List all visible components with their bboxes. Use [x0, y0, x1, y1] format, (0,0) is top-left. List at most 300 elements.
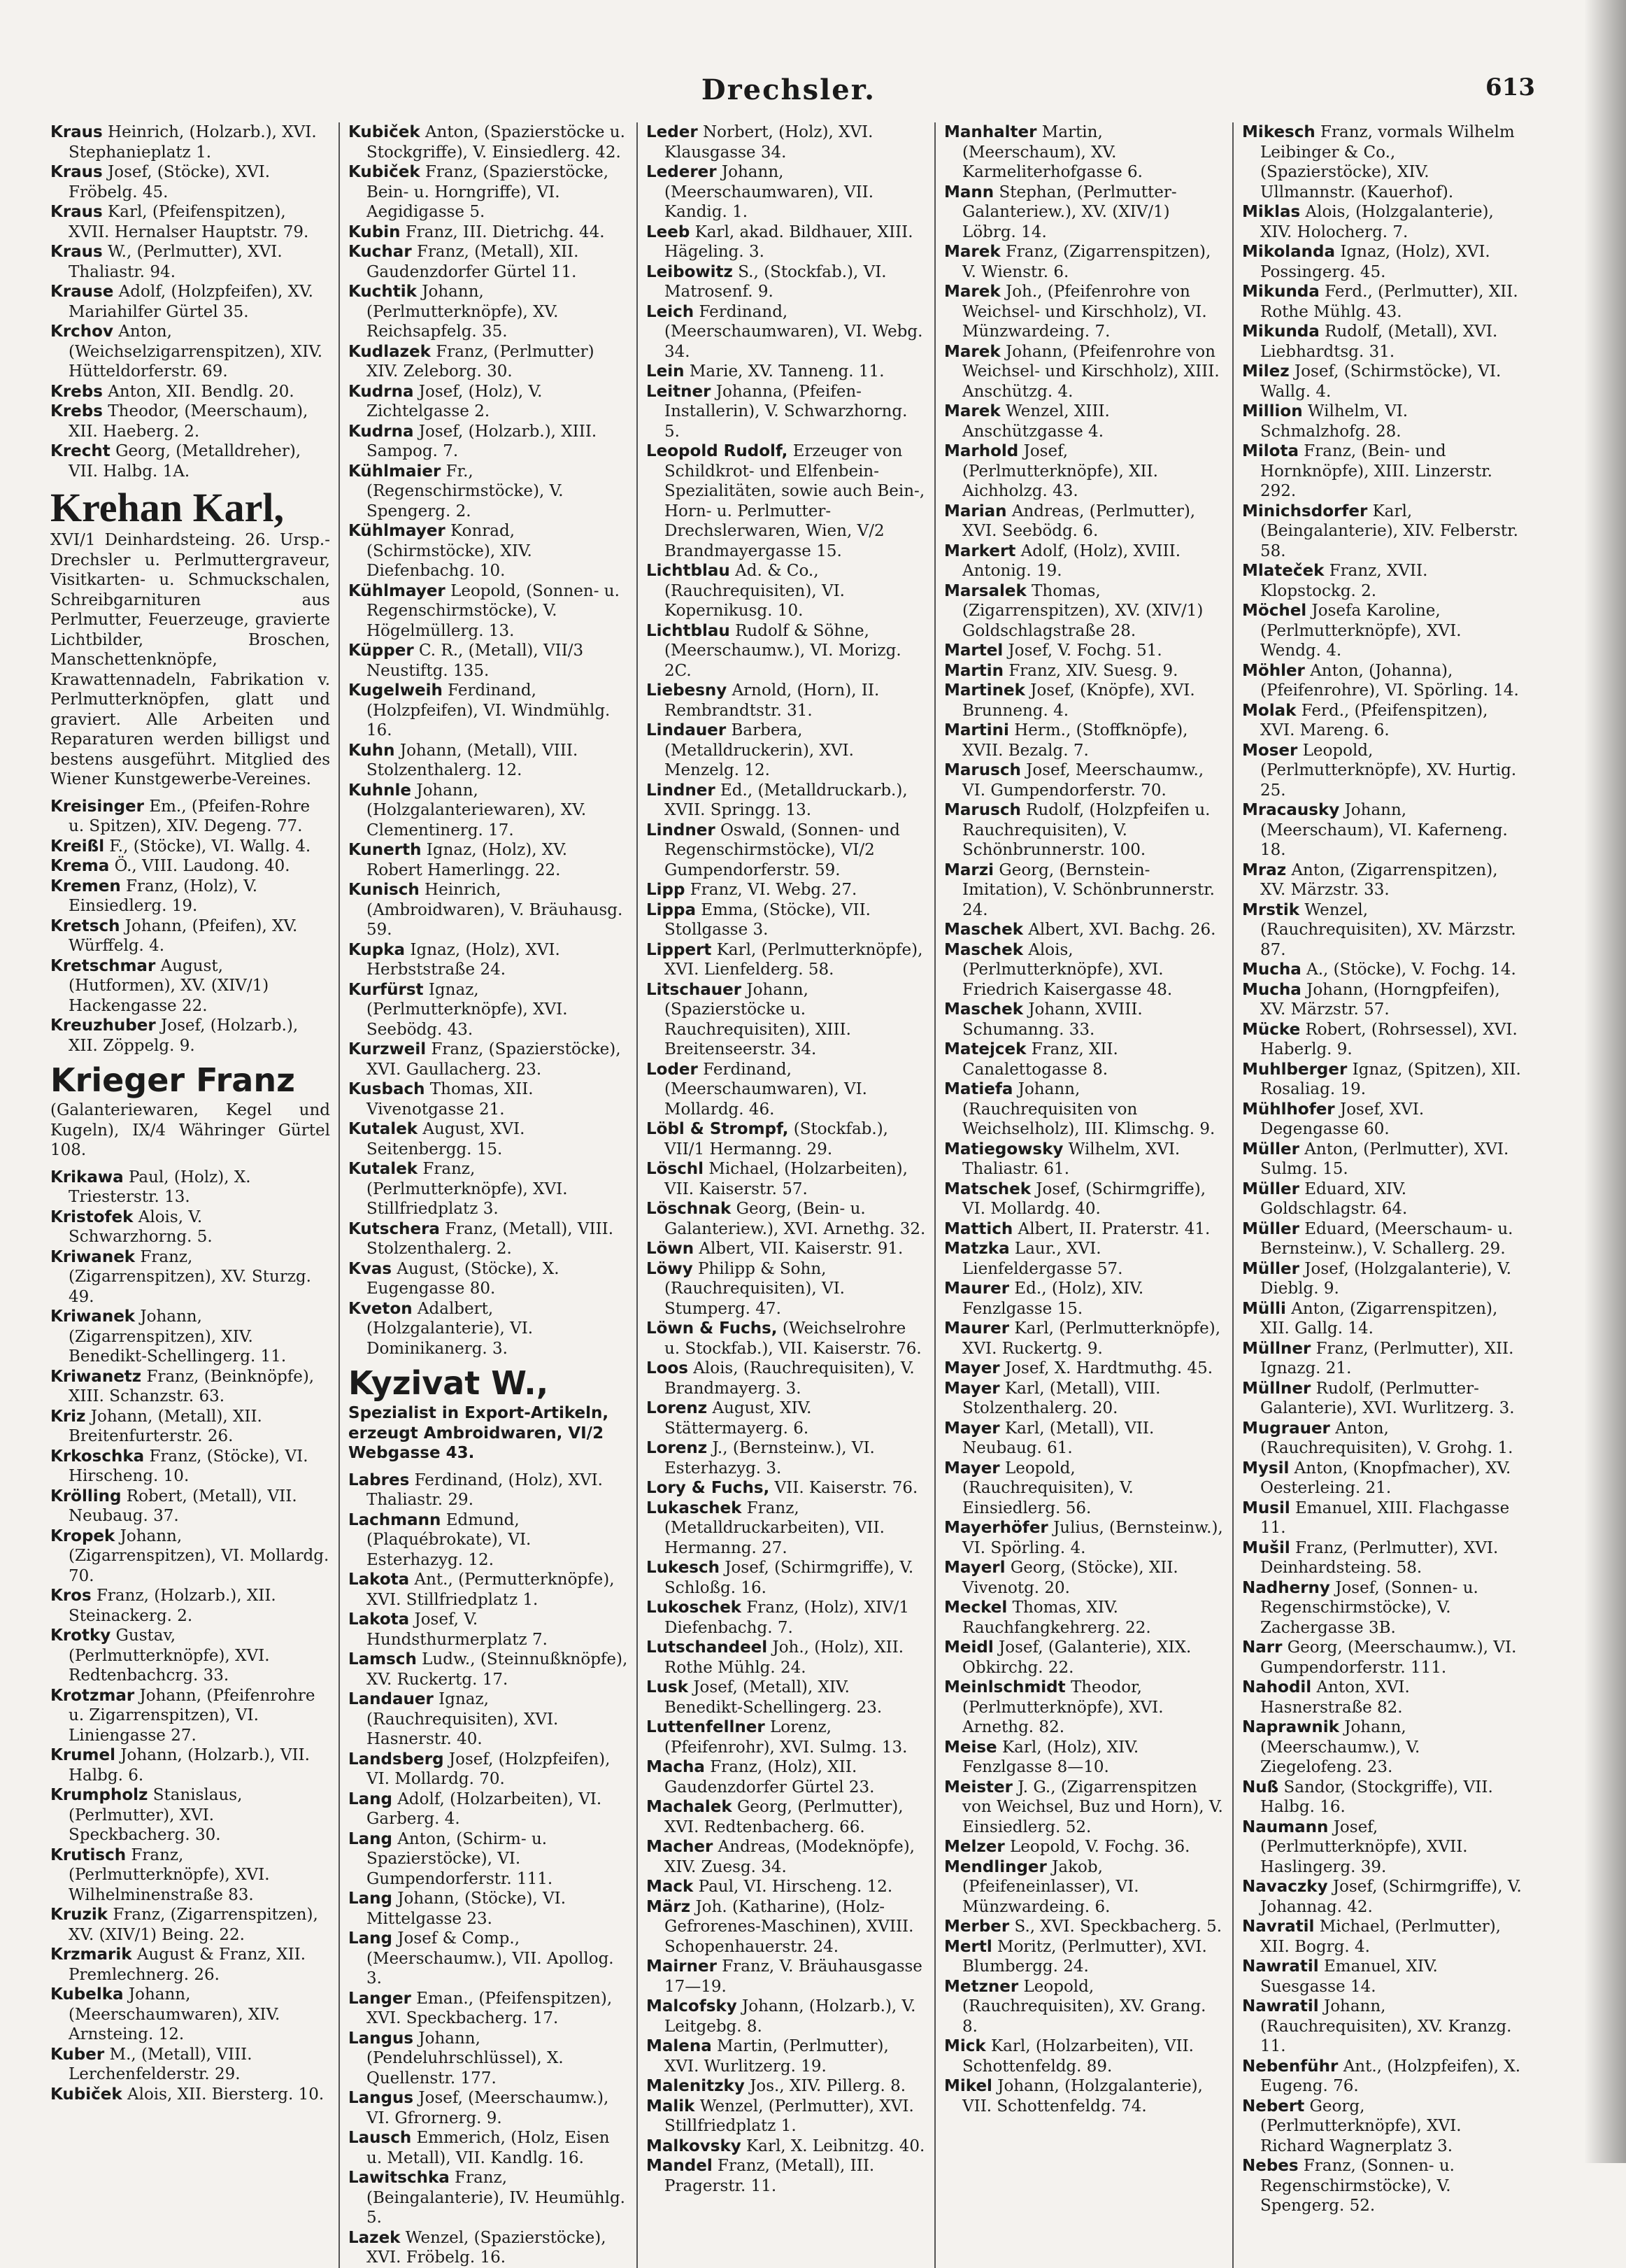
- entry-surname: Krchov: [50, 323, 113, 341]
- entry-surname: Kristofek: [50, 1207, 134, 1226]
- directory-entry: [348, 1119, 628, 1159]
- entry-surname: Kriz: [50, 1407, 86, 1426]
- entry-surname: Kriwanetz: [50, 1367, 142, 1386]
- entry-details: (Weichselrohre u. Stockfab.), VII. Kaiserstr. 76.: [664, 1319, 922, 1358]
- entry-surname: Melzer: [944, 1838, 1005, 1856]
- entry-surname: Kriwanek: [50, 1307, 136, 1326]
- directory-entry: [646, 1119, 926, 1159]
- directory-entry: [1242, 1259, 1523, 1299]
- entry-surname: Lichtblau: [646, 562, 730, 580]
- directory-entry: [1242, 860, 1523, 900]
- entry-surname: Kraus: [50, 243, 103, 261]
- entry-surname: Litschauer: [646, 980, 742, 999]
- entry-details: Barbera, (Metalldruckerin), XVI. Menzelg. 12.: [664, 721, 854, 779]
- entry-details: Heinrich, (Ambroidwaren), V. Bräuhausg. 59.: [366, 881, 623, 939]
- directory-entry: [944, 1419, 1224, 1459]
- entry-surname: Müller: [1242, 1259, 1299, 1278]
- entry-details: F., (Stöcke), VI. Wallg. 4.: [104, 837, 311, 856]
- directory-entry: [1242, 1020, 1523, 1060]
- entry-surname: Maschek: [944, 940, 1024, 959]
- directory-entry: [1242, 661, 1523, 701]
- directory-entry: [944, 402, 1224, 441]
- entry-surname: Müllner: [1242, 1379, 1311, 1398]
- entry-details: Franz, (Zigarrenspitzen), XV. (XIV/1) Being. 22.: [69, 1906, 318, 1944]
- entry-surname: Milez: [1242, 362, 1290, 381]
- directory-entry: [646, 1717, 926, 1757]
- entry-surname: Krecht: [50, 442, 110, 460]
- directory-entry: [646, 2156, 926, 2196]
- entry-surname: Kutschera: [348, 1219, 440, 1238]
- entry-details: Anton, (Schirm- u. Spazierstöcke), VI. Gumpendorferstr. 111.: [366, 1829, 553, 1888]
- entry-details: Paul, (Holz), X. Triesterstr. 13.: [69, 1168, 251, 1206]
- column-2: [340, 122, 638, 2268]
- directory-entry: [646, 222, 926, 262]
- entry-details: Franz, (Perlmutterknöpfe), XVI. Stillfriedplatz 3.: [366, 1160, 568, 1218]
- directory-entry: [348, 222, 628, 243]
- entry-details: Franz, (Holzarb.), XII. Steinackerg. 2.: [69, 1587, 276, 1625]
- directory-entry: [348, 1689, 628, 1750]
- directory-entry: [1242, 1717, 1523, 1778]
- entry-details: Franz, (Holz), XII. Gaudenzdorfer Gürtel 23.: [664, 1758, 875, 1796]
- entry-surname: Mušil: [1242, 1538, 1290, 1557]
- entry-details: Albert, II. Praterstr. 41.: [1013, 1219, 1211, 1238]
- entry-surname: Löwy: [646, 1259, 693, 1278]
- directory-entry: [1242, 441, 1523, 502]
- entry-surname: Lichtblau: [646, 621, 730, 640]
- entry-surname: Lamsch: [348, 1650, 417, 1668]
- entry-details: Wenzel, XIII. Anschützgasse 4.: [962, 402, 1110, 441]
- entry-surname: Kudrna: [348, 382, 414, 401]
- entry-surname: Möchel: [1242, 602, 1307, 620]
- entry-details: Franz, (Holz), V. Einsiedlerg. 19.: [69, 877, 258, 915]
- entry-details: Franz, XIV. Suesg. 9.: [1004, 661, 1178, 680]
- entry-details: Johann, (Pfeifenrohre u. Zigarrenspitzen), VI. Liniengasse 27.: [69, 1686, 315, 1745]
- directory-entry: [348, 741, 628, 781]
- directory-entry: [50, 797, 330, 837]
- entry-details: Johanna, (Pfeifen-Installerin), V. Schwarzhorng. 5.: [664, 382, 908, 441]
- entry-details: Emma, (Stöcke), VII. Stollgasse 3.: [664, 900, 871, 939]
- entry-details: Karl, (Beingalanterie), XIV. Felberstr. 58.: [1260, 502, 1518, 560]
- entry-surname: Lindner: [646, 781, 715, 800]
- entry-details: Franz, V. Bräuhausgasse 17—19.: [664, 1957, 922, 1996]
- entry-surname: Landauer: [348, 1690, 434, 1708]
- entry-surname: Lorenz: [646, 1399, 708, 1417]
- directory-entry: [1242, 202, 1523, 242]
- directory-entry: [1242, 242, 1523, 282]
- entry-surname: Mücke: [1242, 1020, 1301, 1039]
- entry-details: Georg, (Meerschaumw.), VI. Gumpendorferstr. 111.: [1260, 1638, 1517, 1677]
- entry-details: Franz, XVII. Klopstockg. 2.: [1260, 562, 1428, 600]
- entry-surname: Kremen: [50, 877, 121, 895]
- directory-entry: [646, 2136, 926, 2157]
- entry-details: Johann, (Pfeifen), XV. Würffelg. 4.: [69, 916, 298, 955]
- entry-details: Johann, (Zigarrenspitzen), VI. Mollardg. 70.: [69, 1526, 329, 1585]
- directory-entry: [1242, 1678, 1523, 1717]
- directory-entry: [50, 2045, 330, 2085]
- directory-entry: [944, 1079, 1224, 1140]
- entry-details: Herm., (Stoffknöpfe), XVII. Bezalg. 7.: [962, 721, 1188, 760]
- entry-surname: Küpper: [348, 642, 414, 660]
- directory-entry: [646, 122, 926, 162]
- entry-surname: Löwn & Fuchs,: [646, 1319, 778, 1338]
- advertisement-name: Kyzivat W.,: [348, 1364, 549, 1402]
- directory-entry: [348, 1219, 628, 1259]
- entry-details: Georg, (Perlmutterknöpfe), XVI. Richard Wagnerplatz 3.: [1260, 2097, 1462, 2155]
- directory-entry: [944, 1937, 1224, 1977]
- directory-entry: [646, 1239, 926, 1259]
- directory-entry: [50, 122, 330, 162]
- advertisement-text: (Galanteriewaren, Kegel und Kugeln), IX/4 Währinger Gürtel 108.: [50, 1101, 330, 1159]
- directory-entry: [944, 920, 1224, 940]
- entry-surname: Kraus: [50, 123, 103, 141]
- entry-surname: Naprawnik: [1242, 1718, 1339, 1736]
- entry-details: Albert, VII. Kaiserstr. 91.: [694, 1240, 904, 1258]
- directory-entry: [944, 800, 1224, 860]
- entry-details: Alois, XII. Biersterg. 10.: [122, 2085, 325, 2104]
- directory-entry: [944, 541, 1224, 581]
- entry-surname: Krumpholz: [50, 1786, 148, 1804]
- entry-surname: März: [646, 1897, 691, 1916]
- directory-entry: [944, 641, 1224, 661]
- directory-entry: [348, 2128, 628, 2168]
- entry-surname: Kuchtik: [348, 283, 417, 301]
- entry-details: Johann, (Meerschaumw.), V. Ziegelofeng. 23.: [1260, 1718, 1420, 1776]
- directory-entry: [944, 1678, 1224, 1738]
- entry-details: Ant., (Permutterknöpfe), XVI. Stillfriedplatz 1.: [366, 1571, 615, 1609]
- entry-surname: Nahodil: [1242, 1678, 1312, 1696]
- entry-surname: Lazek: [348, 2228, 401, 2247]
- entry-details: Heinrich, (Holzarb.), XVI. Stephanieplatz 1.: [69, 123, 317, 162]
- directory-entry: [646, 821, 926, 881]
- entry-surname: Mandel: [646, 2157, 713, 2175]
- directory-entry: [944, 1837, 1224, 1857]
- entry-details: Thomas, (Zigarrenspitzen), XV. (XIV/1) Goldschlagstraße 28.: [962, 581, 1204, 640]
- entry-surname: Krebs: [50, 382, 103, 401]
- entry-surname: Kubelka: [50, 1985, 124, 2004]
- entry-surname: Muhlberger: [1242, 1060, 1348, 1079]
- directory-entry: [646, 1558, 926, 1598]
- entry-details: Karl, (Holzarbeiten), VII. Schottenfeldg. 89.: [962, 2037, 1194, 2076]
- entry-details: Alois, (Perlmutterknöpfe), XVI. Friedrich Kaisergasse 48.: [962, 940, 1173, 999]
- entry-details: Johann, (Meerschaumwaren), VII. Kandig. 1.: [664, 163, 874, 221]
- directory-entry: [646, 441, 926, 561]
- directory-entry: [50, 1247, 330, 1307]
- directory-entry: [50, 382, 330, 402]
- entry-surname: Landsberg: [348, 1750, 444, 1769]
- entry-details: Franz, XII. Canalettogasse 8.: [962, 1040, 1118, 1079]
- directory-entry: [646, 1837, 926, 1877]
- column-1: [42, 122, 340, 2268]
- entry-surname: Liebesny: [646, 681, 727, 700]
- directory-entry: [944, 1179, 1224, 1219]
- directory-entry: [646, 1638, 926, 1678]
- entry-surname: Lippa: [646, 900, 696, 919]
- entry-details: Josef & Comp., (Meerschaumw.), VII. Apollog. 3.: [366, 1929, 614, 1987]
- entry-surname: Miklas: [1242, 203, 1301, 221]
- entry-details: Anton, (Perlmutter), XVI. Sulmg. 15.: [1260, 1140, 1509, 1178]
- directory-entry: [646, 2036, 926, 2076]
- directory-entry: [944, 1857, 1224, 1918]
- directory-entry: [944, 940, 1224, 1000]
- entry-surname: Kunisch: [348, 881, 420, 899]
- directory-entry: [1242, 122, 1523, 202]
- entry-details: Karl, (Holz), XIV. Fenzlgasse 8—10.: [962, 1738, 1139, 1776]
- entry-details: Ferdinand, (Meerschaumwaren), VI. Webg. 34.: [664, 302, 923, 361]
- entry-details: Georg, (Bein- u. Galanteriew.), XVI. Arnethg. 32.: [664, 1200, 926, 1238]
- entry-surname: Lukaschek: [646, 1498, 742, 1517]
- entry-surname: Krutisch: [50, 1845, 127, 1864]
- entry-details: Josef, (Holzgalanterie), V. Dieblg. 9.: [1260, 1259, 1512, 1298]
- entry-details: Franz, (Beingalanterie), IV. Heumühlg. 5.: [366, 2169, 625, 2227]
- directory-entry: [646, 1498, 926, 1559]
- directory-entry: [348, 162, 628, 222]
- directory-entry: [646, 1060, 926, 1120]
- entry-surname: Lein: [646, 362, 685, 381]
- entry-details: Johann, (Pfeifenrohre von Weichsel- und Kirschholz), XIII. Anschützg. 4.: [962, 342, 1220, 401]
- entry-surname: Mikunda: [1242, 323, 1320, 341]
- entry-details: Josef, (Holz), V. Zichtelgasse 2.: [366, 382, 543, 420]
- directory-entry: [1242, 282, 1523, 322]
- entry-surname: Löbl & Strompf,: [646, 1120, 789, 1138]
- entry-surname: Nawratil: [1242, 1957, 1319, 1976]
- entry-details: Alois, V. Schwarzhorng. 5.: [69, 1207, 213, 1246]
- directory-entry: [50, 1905, 330, 1945]
- directory-entry: [646, 721, 926, 781]
- entry-surname: Marek: [944, 283, 1001, 301]
- entry-details: Ludw., (Steinnußknöpfe), XV. Ruckertg. 17.: [366, 1650, 628, 1689]
- directory-entry: [646, 1359, 926, 1398]
- directory-entry: [348, 2029, 628, 2089]
- entry-surname: Kühlmaier: [348, 462, 441, 481]
- entry-details: Alois, (Holzgalanterie), XIV. Holocherg. 7.: [1260, 203, 1494, 241]
- directory-entry: [944, 1977, 1224, 2037]
- entry-details: Fr., (Regenschirmstöcke), V. Spengerg. 2.: [366, 462, 564, 520]
- entry-details: Josef, (Metall), XIV. Benedikt-Schellingerg. 23.: [664, 1678, 883, 1717]
- entry-surname: Krölling: [50, 1487, 122, 1505]
- entry-details: Josef, (Meerschaumw.), VI. Gfrornerg. 9.: [366, 2089, 609, 2127]
- advertisement-text: Spezialist in Export-Artikeln, erzeugt Ambroidwaren, VI/2 Webgasse 43.: [348, 1404, 609, 1462]
- entry-surname: Lederer: [646, 163, 717, 181]
- entry-surname: Matejcek: [944, 1040, 1027, 1058]
- entry-details: Johann, (Meerschaum), VI. Kaferneng. 18.: [1260, 801, 1508, 859]
- directory-entry: [1242, 1060, 1523, 1100]
- entry-surname: Löwn: [646, 1240, 694, 1258]
- directory-entry: [944, 502, 1224, 541]
- entry-details: Josef, (Schirmgriffe), V. Schloßg. 16.: [664, 1559, 914, 1597]
- entry-details: Franz, (Stöcke), VI. Hirscheng. 10.: [69, 1447, 308, 1485]
- entry-surname: Martin: [944, 661, 1004, 680]
- directory-entry: [1242, 1638, 1523, 1678]
- entry-surname: Markert: [944, 541, 1016, 560]
- entry-details: Alois, (Rauchrequisiten), V. Brandmayerg. 3.: [664, 1359, 915, 1398]
- entry-details: August & Franz, XII. Premlechnerg. 26.: [69, 1945, 306, 1984]
- entry-details: Ferdinand, (Meerschaumwaren), VI. Mollardg. 46.: [664, 1060, 867, 1119]
- entry-details: Lorenz, (Pfeifenrohr), XVI. Sulmg. 13.: [664, 1718, 908, 1757]
- directory-entry: [1242, 1498, 1523, 1538]
- entry-surname: Luttenfellner: [646, 1718, 765, 1736]
- entry-details: Johann, (Holzarb.), V. Leitgebg. 8.: [664, 1997, 916, 2036]
- entry-surname: Mucha: [1242, 980, 1301, 999]
- directory-entry: [646, 621, 926, 681]
- entry-details: Michael, (Holzarbeiten), VII. Kaiserstr. 57.: [664, 1160, 908, 1198]
- entry-details: Sandor, (Stockgriffe), VII. Halbg. 16.: [1260, 1778, 1493, 1816]
- entry-details: Philipp & Sohn, (Rauchrequisiten), VI. Stumperg. 47.: [664, 1259, 845, 1318]
- entry-surname: Malcofsky: [646, 1997, 737, 2015]
- entry-surname: Kuhnle: [348, 781, 412, 800]
- entry-surname: Lipp: [646, 881, 685, 899]
- entry-surname: Marusch: [944, 801, 1021, 819]
- entry-details: Josef, X. Hardtmuthg. 45.: [999, 1359, 1213, 1377]
- directory-entry: [50, 1207, 330, 1247]
- entry-details: Johann, (Meerschaumwaren), XIV. Arnsteing. 12.: [69, 1985, 280, 2043]
- entry-surname: Löschl: [646, 1160, 704, 1178]
- entry-surname: Marek: [944, 243, 1001, 261]
- directory-entry: [348, 940, 628, 980]
- entry-details: Johann, (Metall), XII. Breitenfurterstr. 26.: [69, 1407, 262, 1445]
- directory-entry: [1242, 561, 1523, 601]
- advertisement-name: Krieger Franz: [50, 1061, 295, 1099]
- entry-details: Gustav, (Perlmutterknöpfe), XVI. Redtenbachcrg. 33.: [69, 1626, 270, 1685]
- entry-surname: Malik: [646, 2097, 695, 2115]
- entry-surname: Malkovsky: [646, 2136, 741, 2155]
- entry-details: Josef, (Perlmutterknöpfe), XVII. Haslingerg. 39.: [1260, 1817, 1468, 1876]
- entry-details: Johann, (Holzgalanteriewaren), XV. Clementinerg. 17.: [366, 781, 587, 839]
- entry-surname: Lusk: [646, 1678, 689, 1696]
- entry-surname: Machalek: [646, 1798, 732, 1816]
- entry-surname: Meidl: [944, 1638, 994, 1657]
- directory-entry: [944, 1219, 1224, 1240]
- entry-surname: Kuhn: [348, 741, 395, 760]
- entry-surname: Lindauer: [646, 721, 727, 739]
- entry-details: Anton, (Johanna), (Pfeifenrohre), VI. Spörling. 14.: [1260, 661, 1519, 700]
- entry-surname: Mugrauer: [1242, 1419, 1330, 1438]
- directory-entry: [944, 1359, 1224, 1379]
- entry-surname: Mann: [944, 183, 994, 201]
- entry-surname: Metzner: [944, 1977, 1019, 1996]
- entry-details: Georg, (Metalldreher), VII. Halbg. 1A.: [69, 442, 301, 481]
- entry-surname: Matschek: [944, 1179, 1031, 1198]
- directory-entry: [1242, 1877, 1523, 1917]
- entry-details: Josef, (Knöpfe), XVI. Brunneng. 4.: [962, 681, 1195, 720]
- entry-details: Anton, XVI. Hasnerstraße 82.: [1260, 1678, 1410, 1717]
- entry-surname: Mühlhofer: [1242, 1100, 1335, 1119]
- entry-details: Oswald, (Sonnen- und Regenschirmstöcke), VI/2 Gumpendorferstr. 59.: [664, 821, 900, 879]
- entry-details: Robert, (Rohrsessel), XVI. Haberlg. 9.: [1260, 1020, 1518, 1058]
- entry-surname: Krumel: [50, 1746, 115, 1764]
- entry-details: Josef, (Galanterie), XIX. Obkirchg. 22.: [962, 1638, 1192, 1677]
- entry-details: Emanuel, XIV. Suesgasse 14.: [1260, 1957, 1438, 1996]
- entry-surname: Kveton: [348, 1299, 413, 1318]
- entry-details: Karl, (Perlmutterknöpfe), XVI. Ruckertg. 9.: [962, 1319, 1221, 1358]
- directory-entry: [1242, 1459, 1523, 1498]
- directory-entry: [348, 382, 628, 422]
- directory-entry: [50, 916, 330, 956]
- directory-entry: [348, 282, 628, 342]
- entry-details: W., (Perlmutter), XVI. Thaliastr. 94.: [69, 243, 283, 281]
- entry-details: August, XIV. Stättermayerg. 6.: [664, 1399, 812, 1438]
- directory-entry: [646, 1957, 926, 1997]
- directory-entry: [50, 162, 330, 202]
- entry-surname: Lang: [348, 1929, 393, 1948]
- entry-surname: Müller: [1242, 1179, 1299, 1198]
- entry-surname: Milota: [1242, 442, 1299, 460]
- entry-surname: Molak: [1242, 701, 1297, 720]
- entry-details: Paul, VI. Hirscheng. 12.: [693, 1878, 893, 1896]
- entry-details: Thomas, XII. Vivenotgasse 21.: [366, 1080, 534, 1119]
- directory-entry: [348, 342, 628, 382]
- directory-entry: [1242, 322, 1523, 362]
- entry-surname: Kruzik: [50, 1906, 108, 1924]
- directory-entry: [944, 1738, 1224, 1778]
- entry-surname: Matiefa: [944, 1080, 1013, 1098]
- entry-surname: Kropek: [50, 1526, 115, 1545]
- entry-details: J., (Bernsteinw.), VI. Esterhazyg. 3.: [664, 1439, 875, 1477]
- directory-entry: [944, 1239, 1224, 1279]
- directory-entry: [944, 1778, 1224, 1838]
- directory-entry: [944, 122, 1224, 183]
- directory-entry: [50, 1586, 330, 1626]
- entry-surname: Narr: [1242, 1638, 1283, 1657]
- entry-details: Franz, (Bein- und Hornknöpfe), XIII. Linzerstr. 292.: [1260, 442, 1492, 500]
- directory-entry: [944, 441, 1224, 502]
- directory-entry: [944, 1000, 1224, 1040]
- entry-details: Franz, (Metall), XII. Gaudenzdorfer Gürtel 11.: [366, 243, 579, 281]
- page-number: 613: [1485, 73, 1535, 101]
- entry-surname: Lukesch: [646, 1559, 720, 1577]
- entry-details: Josef, (Holzpfeifen), VI. Mollardg. 70.: [366, 1750, 611, 1788]
- entry-surname: Mikunda: [1242, 283, 1320, 301]
- entry-surname: Kretsch: [50, 916, 120, 935]
- directory-entry: [348, 1750, 628, 1789]
- entry-surname: Müllner: [1242, 1339, 1311, 1358]
- entry-details: Wilhelm, VI. Schmalzhofg. 28.: [1260, 402, 1409, 441]
- entry-details: Ö., VIII. Laudong. 40.: [109, 857, 290, 875]
- directory-entry: [646, 1877, 926, 1897]
- entry-surname: Kraus: [50, 163, 103, 181]
- entry-details: Josef, Meerschaumw., VI. Gumpendorferstr. 70.: [962, 761, 1204, 800]
- entry-details: Adolf, (Holzarbeiten), VI. Garberg. 4.: [366, 1789, 602, 1828]
- directory-entry: [348, 1829, 628, 1890]
- entry-surname: Mayer: [944, 1459, 1000, 1477]
- entry-surname: Löschnak: [646, 1200, 732, 1218]
- entry-details: Karl, (Metall), VIII. Stolzenthalerg. 20.: [962, 1379, 1161, 1417]
- entry-details: Josef, V. Hundsthurmerplatz 7.: [366, 1610, 548, 1649]
- directory-entry: [944, 1518, 1224, 1558]
- entry-surname: Navratil: [1242, 1918, 1315, 1936]
- entry-surname: Kudlazek: [348, 342, 431, 361]
- directory-entry: [50, 1307, 330, 1367]
- entry-details: Joh., (Holz), XII. Rothe Mühlg. 24.: [664, 1638, 904, 1677]
- entry-surname: Lakota: [348, 1571, 410, 1589]
- entry-details: Franz, (Metall), III. Pragerstr. 11.: [664, 2157, 875, 2195]
- entry-surname: Mick: [944, 2037, 986, 2055]
- directory-entry: [646, 1678, 926, 1717]
- entry-details: Martin, (Meerschaum), XV. Karmeliterhofgasse 6.: [962, 123, 1143, 181]
- directory-entry: [1242, 502, 1523, 562]
- directory-entry: [646, 382, 926, 442]
- entry-surname: Kunerth: [348, 841, 422, 859]
- directory-entry: [646, 2097, 926, 2136]
- entry-details: Ferdinand, (Holzpfeifen), VI. Windmühlg. 16.: [366, 681, 611, 739]
- directory-entry: [348, 1610, 628, 1650]
- entry-surname: Krikawa: [50, 1168, 124, 1186]
- entry-surname: Lindner: [646, 821, 715, 839]
- entry-surname: Martel: [944, 642, 1004, 660]
- entry-details: Josef, (Schirmstöcke), VI. Wallg. 4.: [1260, 362, 1502, 401]
- entry-details: Andreas, (Perlmutter), XVI. Seebödg. 6.: [962, 502, 1196, 540]
- directory-entry: [348, 840, 628, 880]
- directory-entry: [348, 1259, 628, 1299]
